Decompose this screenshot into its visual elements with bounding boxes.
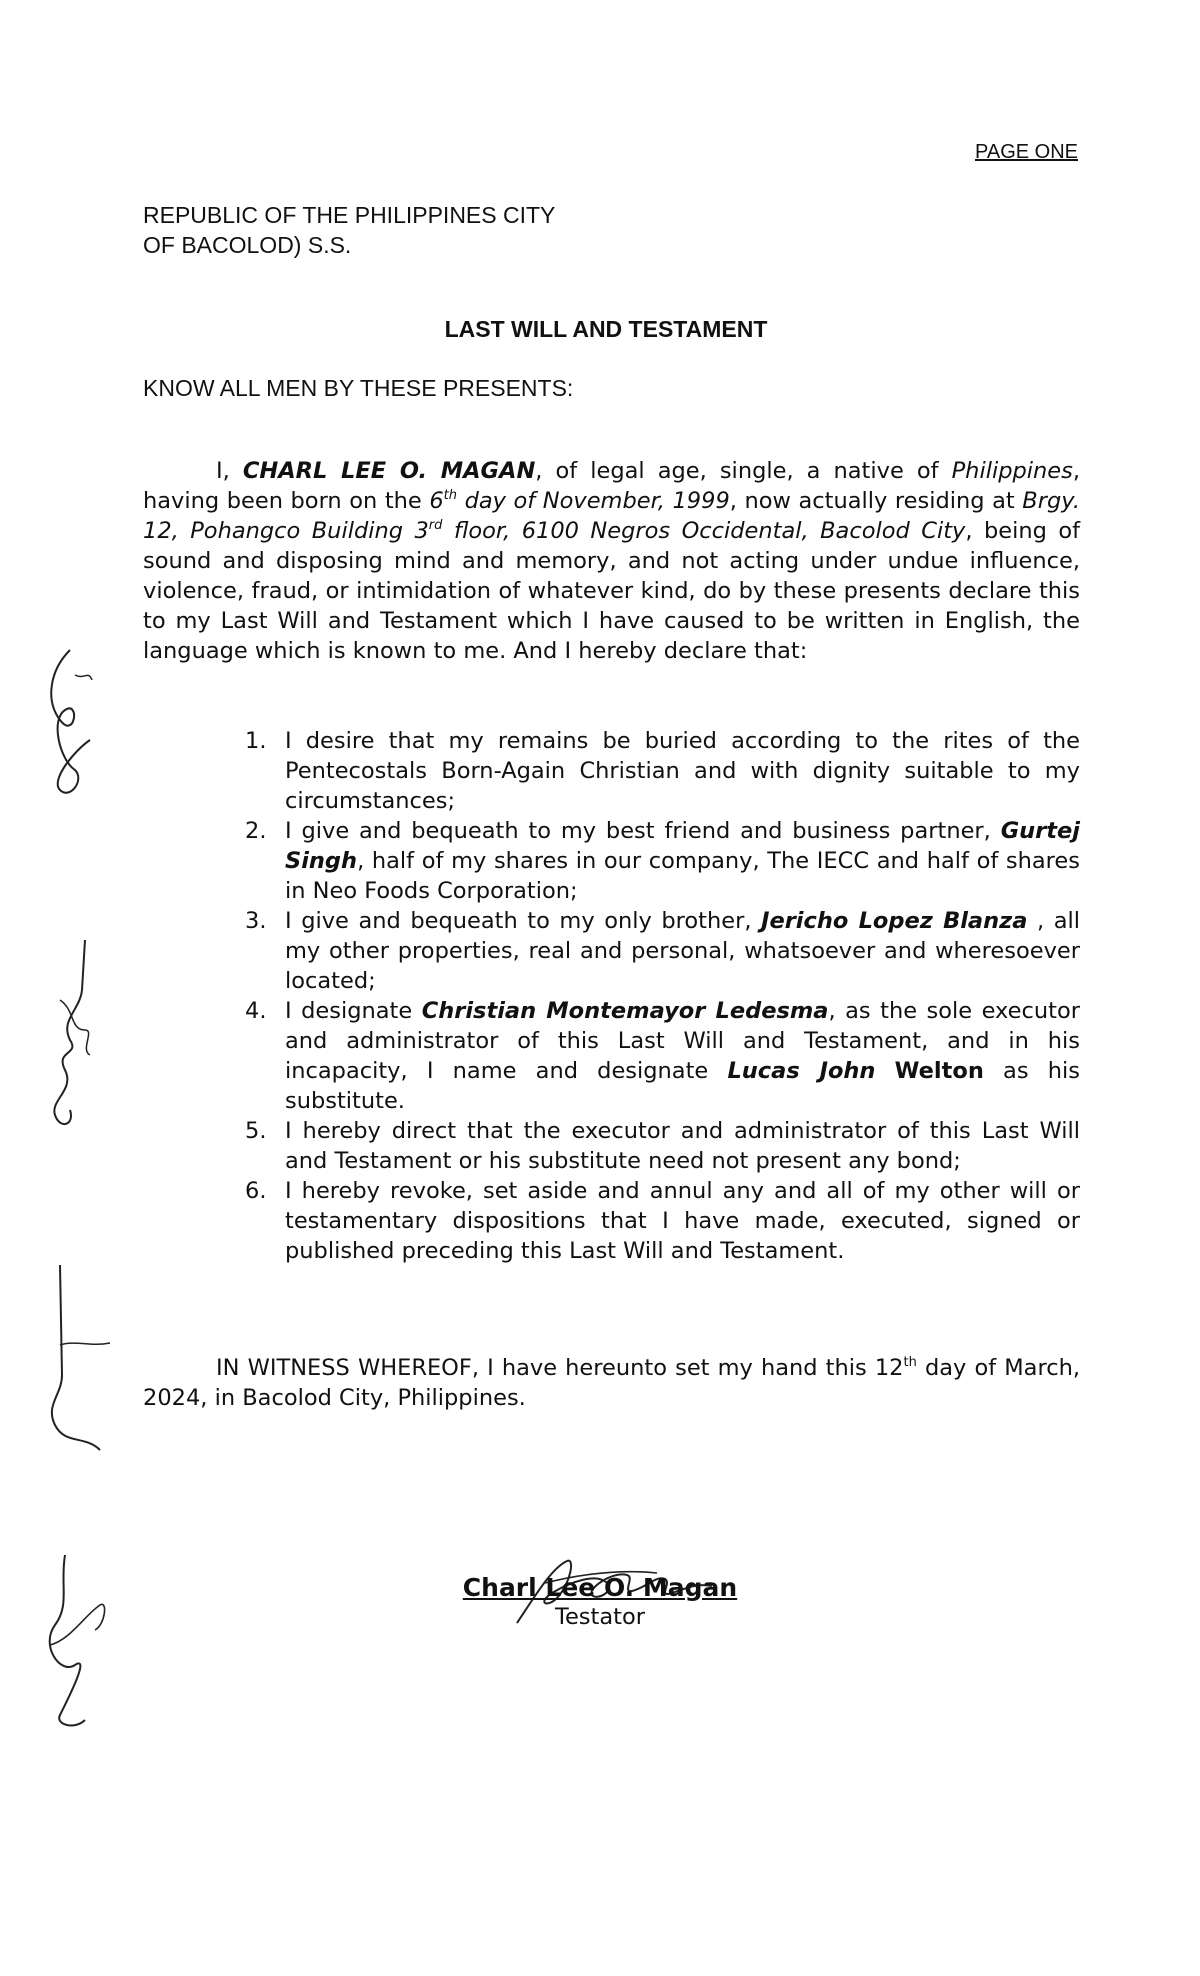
signatory-role: Testator bbox=[555, 1604, 645, 1630]
item-text: I give and bequeath to my only brother, bbox=[285, 908, 762, 934]
address-part: floor, 6100 Negros Occidental, Bacolod City bbox=[442, 518, 966, 544]
signatory-name: Charl Lee O. Magan bbox=[462, 1573, 738, 1602]
list-item bbox=[245, 816, 1080, 906]
address-part: Brgy. 12, Pohangco Building 3 bbox=[143, 488, 1080, 544]
substitute-name: Lucas John bbox=[727, 1058, 876, 1084]
item-text: , half of my shares in our company, The IECC and half of shares in Neo Foods Corporation; bbox=[285, 848, 1080, 904]
intro-text: , of legal age, single, a native of bbox=[535, 458, 952, 484]
witness-text: day of March, 2024, in Bacolod City, Philippines. bbox=[143, 1355, 1080, 1411]
list-item bbox=[245, 1176, 1080, 1266]
birth-month-year: day of November, 1999 bbox=[457, 488, 730, 514]
floor-suffix: rd bbox=[428, 518, 443, 533]
intro-text: I, bbox=[216, 458, 243, 484]
item-text: I give and bequeath to my best friend and business partner, bbox=[285, 818, 1001, 844]
margin-signature-2 bbox=[30, 930, 100, 1140]
item-number: 3. bbox=[245, 908, 267, 934]
beneficiary-name: Jericho Lopez Blanza bbox=[761, 908, 1028, 934]
jurisdiction-line-1: REPUBLIC OF THE PHILIPPINES CITY bbox=[143, 202, 556, 228]
beneficiary-name: Gurtej Singh bbox=[285, 818, 1080, 874]
signature-block bbox=[420, 1573, 780, 1630]
item-number: 2. bbox=[245, 818, 267, 844]
witness-text: IN WITNESS WHEREOF, I have hereunto set my hand this 12 bbox=[216, 1355, 904, 1381]
item-text: I hereby revoke, set aside and annul any and all of my other will or testamentary dispositions that I have made, executed, signed or published preceding this Last Will and Testament. bbox=[285, 1178, 1080, 1264]
document-title: LAST WILL AND TESTAMENT bbox=[444, 316, 768, 342]
item-number: 5. bbox=[245, 1118, 267, 1144]
testator-name: CHARL LEE O. MAGAN bbox=[242, 458, 536, 484]
item-text: I designate bbox=[285, 998, 422, 1024]
intro-text: , now actually residing at bbox=[729, 488, 1023, 514]
item-number: 6. bbox=[245, 1178, 267, 1204]
item-text: I desire that my remains be buried according to the rites of the Pentecostals Born-Again Christian and with dignity suitable to my circumstances; bbox=[285, 728, 1080, 814]
birth-day-suffix: th bbox=[443, 488, 458, 503]
item-number: 4. bbox=[245, 998, 267, 1024]
margin-signature-3 bbox=[30, 1255, 140, 1455]
margin-signature-4 bbox=[30, 1545, 120, 1735]
declarations-list bbox=[245, 726, 1080, 1266]
executor-name: Christian Montemayor Ledesma bbox=[421, 998, 829, 1024]
item-text: I hereby direct that the executor and administrator of this Last Will and Testament or his substitute need not present any bond; bbox=[285, 1118, 1080, 1174]
page-label: PAGE ONE bbox=[975, 141, 1078, 163]
item-text: as his substitute. bbox=[285, 1058, 1080, 1114]
margin-signature-1 bbox=[30, 640, 100, 810]
item-text: , as the sole executor and administrator of this Last Will and Testament, and in his incapacity, I name and designate bbox=[285, 998, 1080, 1084]
list-item bbox=[245, 906, 1080, 996]
birth-day: 6 bbox=[429, 488, 444, 514]
intro-text: , having been born on the bbox=[143, 458, 1080, 514]
know-all-men: KNOW ALL MEN BY THESE PRESENTS: bbox=[143, 375, 574, 401]
list-item bbox=[245, 996, 1080, 1116]
intro-text: , being of sound and disposing mind and memory, and not acting under undue influence, violence, fraud, or intimidation of whatever kind, do by these presents declare this to my Last Will and Testament which I have caused to be written in English, the language which is known to me. And I hereby declare that: bbox=[143, 518, 1081, 664]
day-suffix: th bbox=[903, 1355, 917, 1370]
item-number: 1. bbox=[245, 728, 267, 754]
witness-paragraph bbox=[143, 1353, 1080, 1413]
item-text: , all my other properties, real and personal, whatsoever and wheresoever located; bbox=[285, 908, 1080, 994]
jurisdiction-header bbox=[143, 200, 555, 260]
list-item bbox=[245, 1116, 1080, 1176]
list-item bbox=[245, 726, 1080, 816]
intro-paragraph bbox=[143, 456, 1080, 666]
substitute-surname: Welton bbox=[894, 1058, 984, 1084]
country: Philippines bbox=[951, 458, 1073, 484]
birth-date bbox=[429, 488, 729, 514]
jurisdiction-line-2: OF BACOLOD) S.S. bbox=[143, 232, 352, 258]
